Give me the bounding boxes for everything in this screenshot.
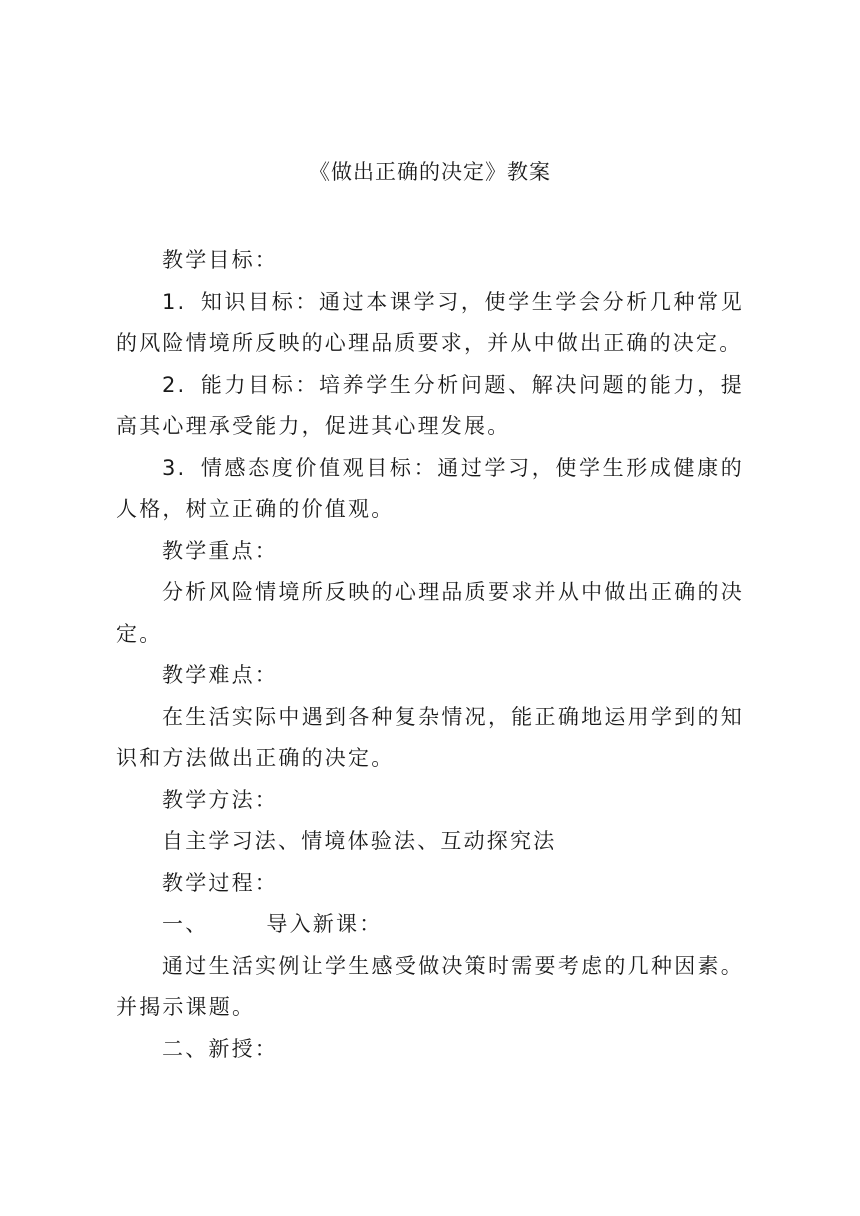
step-1-text: 通过生活实例让学生感受做决策时需要考虑的几种因素。并揭示课题。: [116, 953, 744, 1019]
objectives-heading: 教学目标：: [162, 248, 278, 272]
document-title: 《做出正确的决定》教案: [309, 160, 551, 184]
objective-1-text: 知识目标：通过本课学习，使学生学会分析几种常见的风险情境所反映的心理品质要求，并从中做出正确的决定。: [116, 289, 744, 355]
difficulties-heading: 教学难点：: [162, 663, 278, 687]
methods-text: 自主学习法、情境体验法、互动探究法: [162, 829, 557, 853]
methods-heading: 教学方法：: [162, 787, 278, 812]
objective-2: [116, 365, 744, 448]
objective-3: [116, 448, 744, 531]
step-1-number: 一、: [162, 912, 209, 936]
key-points-text: 分析风险情境所反映的心理品质要求并从中做出正确的决定。: [116, 580, 744, 646]
objective-1-number: 1.: [162, 289, 187, 314]
objective-2-number: 2.: [162, 372, 187, 397]
document-body: [116, 240, 744, 1070]
step-1-title: 导入新课：: [266, 912, 383, 936]
process-heading: 教学过程：: [162, 870, 278, 895]
objective-3-text: 情感态度价值观目标：通过学习，使学生形成健康的人格，树立正确的价值观。: [116, 455, 744, 521]
objective-3-number: 3.: [162, 455, 187, 480]
difficulties-text: 在生活实际中遇到各种复杂情况，能正确地运用学到的知识和方法做出正确的决定。: [116, 704, 744, 770]
key-points-heading: 教学重点：: [162, 538, 278, 563]
step-2-heading: 二、新授：: [162, 1036, 278, 1061]
objective-2-text: 能力目标：培养学生分析问题、解决问题的能力，提高其心理承受能力，促进其心理发展。: [116, 372, 744, 438]
step-1-heading: [116, 904, 744, 946]
objective-1: [116, 282, 744, 365]
